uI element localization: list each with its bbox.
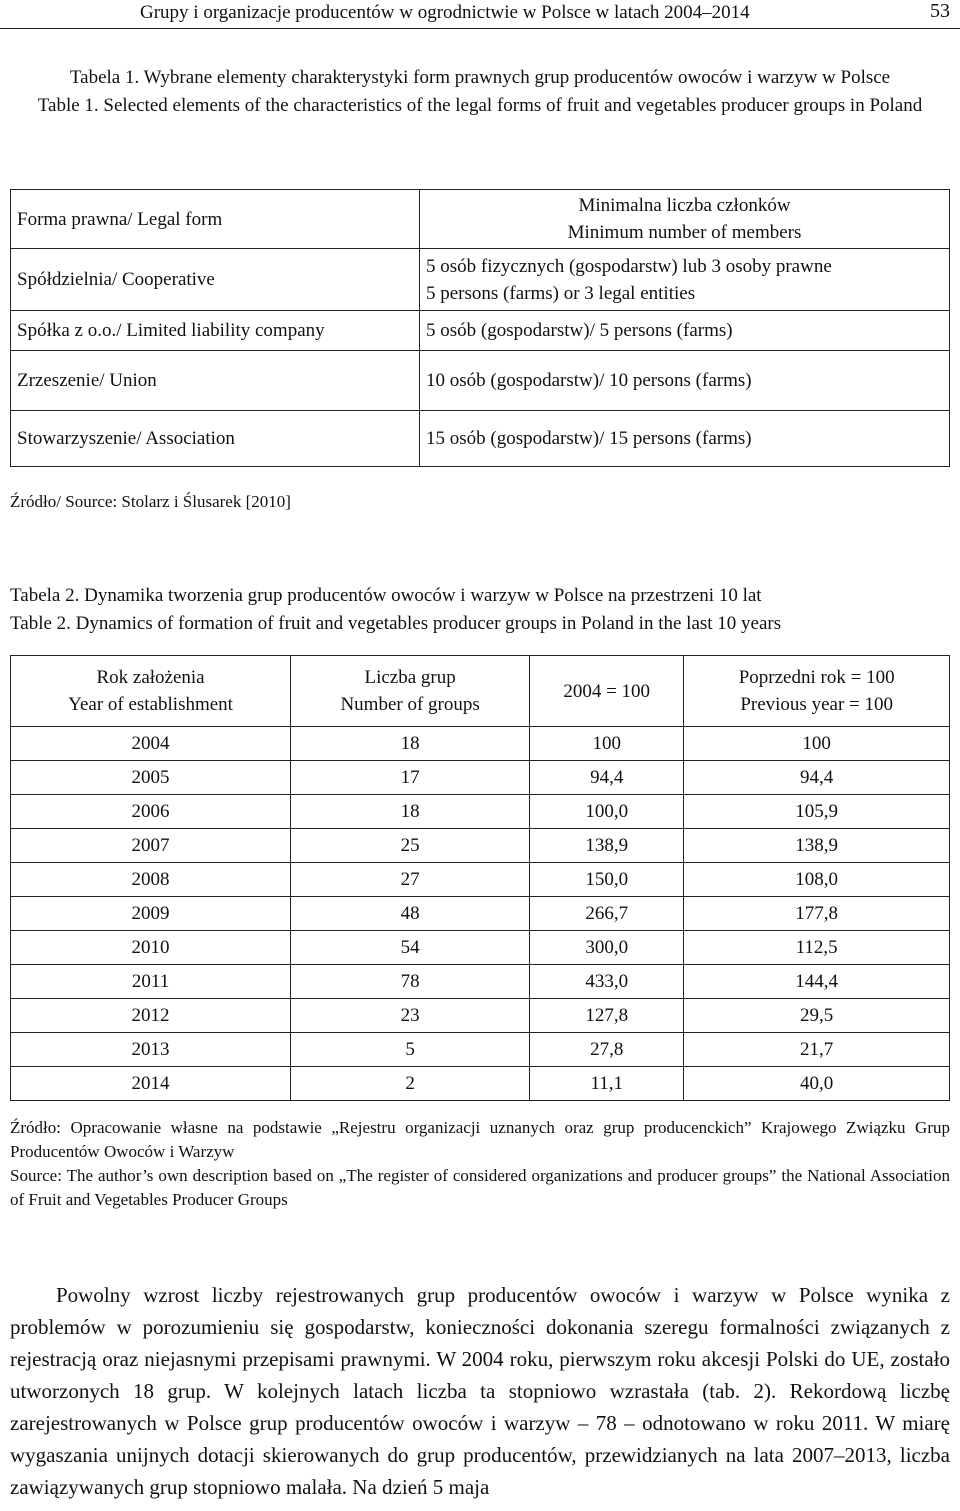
table2-cell-groups: 5 — [291, 1033, 530, 1067]
table2-cell-index-2004: 100,0 — [530, 795, 684, 829]
table2-cell-groups: 54 — [291, 931, 530, 965]
table2-cell-index-prev: 94,4 — [684, 761, 950, 795]
table2-cell-index-prev: 105,9 — [684, 795, 950, 829]
table1 — [10, 189, 950, 467]
table2-cell-index-prev: 29,5 — [684, 999, 950, 1033]
table2-cell-index-prev: 138,9 — [684, 829, 950, 863]
page-number: 53 — [930, 0, 950, 22]
table1-header-min-members — [420, 190, 950, 249]
table-row — [11, 311, 950, 351]
table1-header-legal-form: Forma prawna/ Legal form — [11, 190, 420, 249]
table2-cell-index-prev: 112,5 — [684, 931, 950, 965]
table1-source: Źródło/ Source: Stolarz i Ślusarek [2010] — [10, 492, 291, 511]
table1-cell-members — [420, 249, 950, 311]
table1-cell-members-en: 5 persons (farms) or 3 legal entities — [426, 282, 696, 304]
table2-header-year — [11, 656, 291, 727]
table1-caption-pl: Tabela 1. Wybrane elementy charakterystyki form prawnych grup producentów owoców i warzyw w Polsce — [69, 67, 891, 88]
table-row — [11, 727, 950, 761]
table2-cell-year: 2009 — [11, 897, 291, 931]
table2-cell-index-prev: 21,7 — [684, 1033, 950, 1067]
table2-cell-index-2004: 100 — [530, 727, 684, 761]
table2-cell-index-prev: 100 — [684, 727, 950, 761]
table-row — [11, 351, 950, 411]
table2-header-index-prev-en: Previous year = 100 — [740, 694, 893, 715]
running-title: Grupy i organizacje producentów w ogrodnictwie w Polsce w latach 2004–2014 — [140, 2, 750, 23]
table1-cell-form: Spółdzielnia/ Cooperative — [11, 249, 420, 311]
table1-header-min-members-pl: Minimalna liczba członków — [578, 195, 791, 216]
table2-header-year-pl: Rok założenia — [96, 667, 205, 688]
running-header — [0, 0, 960, 29]
table-row — [11, 931, 950, 965]
table2-cell-index-2004: 300,0 — [530, 931, 684, 965]
table2-cell-index-2004: 150,0 — [530, 863, 684, 897]
table2-cell-year: 2006 — [11, 795, 291, 829]
table1-cell-members-pl: 5 osób fizycznych (gospodarstw) lub 3 osoby prawne — [426, 255, 832, 277]
table-row — [11, 863, 950, 897]
table2-header-groups — [291, 656, 530, 727]
table2-cell-groups: 27 — [291, 863, 530, 897]
table1-cell-form: Zrzeszenie/ Union — [11, 351, 420, 411]
table2-cell-index-2004: 127,8 — [530, 999, 684, 1033]
table1-caption-en: Table 1. Selected elements of the characteristics of the legal forms of fruit and vegetables producer groups in Poland — [37, 95, 923, 116]
table2-cell-groups: 2 — [291, 1067, 530, 1101]
table1-cell-members: 5 osób (gospodarstw)/ 5 persons (farms) — [420, 311, 950, 351]
table1-cell-form: Spółka z o.o./ Limited liability company — [11, 311, 420, 351]
table2-cell-groups: 18 — [291, 727, 530, 761]
table-row — [11, 829, 950, 863]
table2-source-en: Source: The author’s own description based on „The register of considered organizations and producer groups” the National Association of Fruit and Vegetables Producer Groups — [10, 1166, 950, 1209]
table2-header-groups-pl: Liczba grup — [364, 667, 456, 688]
table2-cell-index-prev: 108,0 — [684, 863, 950, 897]
table2-header-index-2004: 2004 = 100 — [530, 656, 684, 727]
body-paragraph: Powolny wzrost liczby rejestrowanych grup producentów owoców i warzyw w Polsce wynika z problemów w porozumieniu się gospodarstw, konieczności dokonania szeregu formalności związanych z rejestracją oraz niejasnymi przepisami prawnymi. W 2004 roku, pierwszym roku akcesji Polski do UE, zostało utworzonych 18 grup. W kolejnych latach liczba ta stopniowo wzrastała (tab. 2). Rekordową liczbę zarejestrowanych w Polsce grup producentów owoców i warzyw – 78 – odnotowano w roku 2011. W miarę wygaszania unijnych dotacji skierowanych do grup producentów, przewidzianych na lata 2007–2013, liczba zawiązywanych grup stopniowo malała. Na dzień 5 maja — [10, 1283, 950, 1499]
table-row — [11, 897, 950, 931]
table2-cell-index-2004: 27,8 — [530, 1033, 684, 1067]
table2-cell-index-2004: 266,7 — [530, 897, 684, 931]
table-row — [11, 965, 950, 999]
table-row — [11, 249, 950, 311]
table-row — [11, 1033, 950, 1067]
table2-header-groups-en: Number of groups — [340, 694, 480, 715]
table-row — [11, 761, 950, 795]
table2-caption-en: Table 2. Dynamics of formation of fruit and vegetables producer groups in Poland in the last 10 years — [10, 613, 782, 634]
table2-header-index-prev — [684, 656, 950, 727]
table2-cell-groups: 78 — [291, 965, 530, 999]
table2-cell-index-prev: 177,8 — [684, 897, 950, 931]
table1-header-min-members-en: Minimum number of members — [567, 222, 802, 243]
table-row — [11, 1067, 950, 1101]
table2-cell-year: 2004 — [11, 727, 291, 761]
table2-header-year-en: Year of establishment — [68, 694, 233, 715]
table1-cell-members: 15 osób (gospodarstw)/ 15 persons (farms) — [420, 411, 950, 467]
table1-cell-form: Stowarzyszenie/ Association — [11, 411, 420, 467]
table2-cell-year: 2012 — [11, 999, 291, 1033]
table2-cell-groups: 17 — [291, 761, 530, 795]
table2-cell-year: 2013 — [11, 1033, 291, 1067]
table2-cell-index-2004: 94,4 — [530, 761, 684, 795]
table2-source-pl: Źródło: Opracowanie własne na podstawie „Rejestru organizacji uznanych oraz grup producenckich” Krajowego Związku Grup Producentów Owoców i Warzyw — [10, 1118, 950, 1161]
table2 — [10, 655, 950, 1101]
table2-caption — [10, 582, 950, 638]
table1-cell-members: 10 osób (gospodarstw)/ 10 persons (farms) — [420, 351, 950, 411]
table2-cell-index-2004: 11,1 — [530, 1067, 684, 1101]
table2-cell-year: 2011 — [11, 965, 291, 999]
table2-cell-index-prev: 144,4 — [684, 965, 950, 999]
table-row — [11, 999, 950, 1033]
table2-source — [10, 1116, 950, 1212]
table2-header-index-prev-pl: Poprzedni rok = 100 — [738, 667, 895, 688]
table2-cell-groups: 25 — [291, 829, 530, 863]
table1-caption — [10, 64, 950, 120]
table2-caption-pl: Tabela 2. Dynamika tworzenia grup producentów owoców i warzyw w Polsce na przestrzeni 10 lat — [10, 585, 762, 606]
table2-cell-year: 2005 — [11, 761, 291, 795]
table2-header-row — [11, 656, 950, 727]
table2-cell-index-2004: 433,0 — [530, 965, 684, 999]
table2-cell-year: 2008 — [11, 863, 291, 897]
table2-cell-groups: 23 — [291, 999, 530, 1033]
table2-cell-groups: 18 — [291, 795, 530, 829]
table2-cell-groups: 48 — [291, 897, 530, 931]
table2-cell-index-prev: 40,0 — [684, 1067, 950, 1101]
table2-cell-year: 2014 — [11, 1067, 291, 1101]
table-row — [11, 795, 950, 829]
table2-cell-year: 2007 — [11, 829, 291, 863]
table-row — [11, 411, 950, 467]
table1-header-row — [11, 190, 950, 249]
table2-cell-year: 2010 — [11, 931, 291, 965]
table2-cell-index-2004: 138,9 — [530, 829, 684, 863]
